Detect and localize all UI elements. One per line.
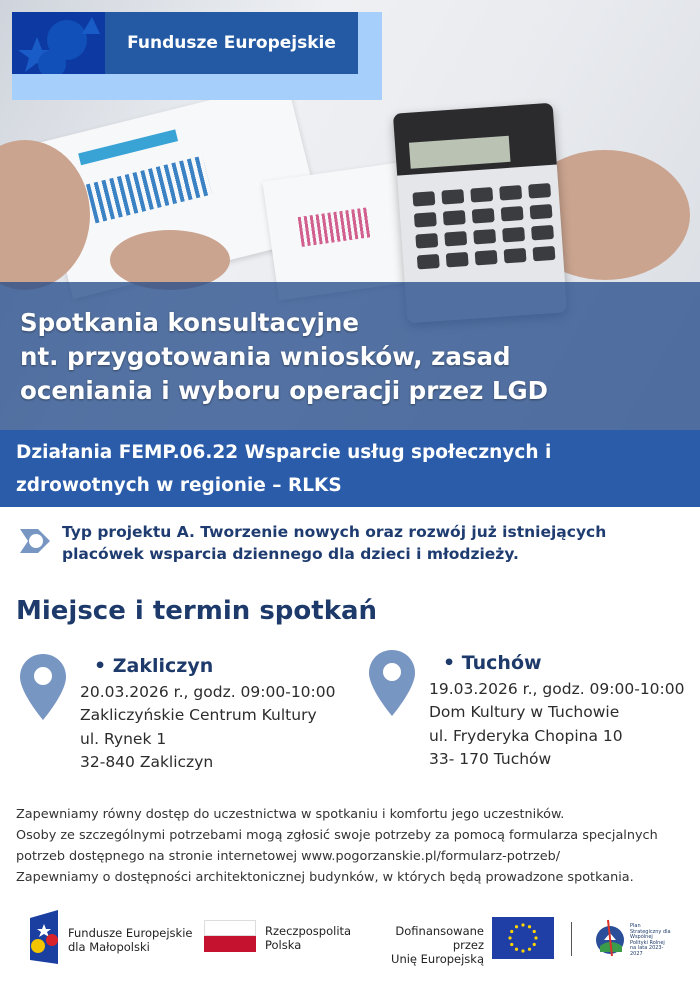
note-line: Osoby ze szczególnymi potrzebami mogą zgłosić swoje potrzeby za pomocą formularza specjalnych	[16, 828, 658, 843]
eu-star	[515, 948, 518, 951]
location-venue: Zakliczyńskie Centrum Kultury	[80, 706, 317, 724]
eu-star	[508, 936, 511, 939]
location-date: 19.03.2026 r., godz. 09:00-10:00	[429, 679, 685, 698]
title-line: Spotkania konsultacyjne	[20, 308, 359, 337]
eu-star	[515, 925, 518, 928]
bullet: •	[94, 655, 113, 677]
eu-star	[528, 925, 531, 928]
poland-flag-white	[204, 920, 256, 936]
psp-logo-text: Plan Strategiczny dla Wspólnej Polityki Rolnej na lata 2023-2027	[630, 923, 671, 957]
subtitle-line: zdrowotnych w regionie – RLKS	[16, 475, 342, 496]
location-venue: Dom Kultury w Tuchowie	[429, 703, 620, 721]
location-street: ul. Rynek 1	[80, 729, 167, 748]
subtitle-band	[0, 430, 700, 507]
title-line: oceniania i wyboru operacji przez LGD	[20, 376, 548, 405]
fe-stars-logo	[12, 12, 105, 74]
note-line: Zapewniamy równy dostęp do uczestnictwa w spotkaniu i komfortu jego uczestników.	[16, 807, 565, 822]
fe-malopolska-text: Fundusze Europejskie dla Małopolski	[68, 926, 193, 954]
arrow-bullet-icon	[16, 525, 52, 557]
fe-header-label: Fundusze Europejskie	[105, 12, 358, 74]
eu-star	[510, 930, 513, 933]
accessibility-note	[16, 804, 658, 888]
location-pin-icon	[18, 652, 68, 722]
eu-star	[534, 936, 537, 939]
fe-malopolska-logo	[30, 910, 60, 964]
note-line: Zapewniamy o dostępności architektonicznej budynków, w których będą prowadzone spotkania.	[16, 870, 634, 885]
project-type	[62, 521, 692, 565]
location-zakliczyn	[80, 655, 336, 775]
subtitle-line: Działania FEMP.06.22 Wsparcie usług społecznych i	[16, 442, 552, 463]
location-date: 20.03.2026 r., godz. 09:00-10:00	[80, 682, 336, 701]
eu-flag-logo	[492, 917, 554, 959]
eu-star	[521, 949, 524, 952]
project-type-line: placówek wsparcia dziennego dla dzieci i młodzieży.	[62, 545, 519, 563]
eu-star	[533, 943, 536, 946]
project-type-line: Typ projektu A. Tworzenie nowych oraz rozwój już istniejących	[62, 523, 607, 541]
footer-logos	[0, 900, 700, 980]
location-postal: 32-840 Zakliczyn	[80, 753, 214, 771]
section-heading: Miejsce i termin spotkań	[16, 596, 378, 626]
eu-text: Dofinansowane przez Unię Europejską	[391, 924, 484, 966]
note-line: potrzeb dostępnego na stronie internetowej www.pogorzanskie.pl/formularz-potrzeb/	[16, 849, 561, 864]
eu-star	[510, 943, 513, 946]
location-tuchow	[429, 652, 685, 772]
title-line: nt. przygotowania wniosków, zasad	[20, 342, 511, 371]
eu-star	[533, 930, 536, 933]
eu-star	[521, 923, 524, 926]
hand	[110, 230, 230, 290]
poland-flag-red	[204, 936, 256, 952]
rp-text: Rzeczpospolita Polska	[265, 924, 352, 952]
location-street: ul. Fryderyka Chopina 10	[429, 726, 623, 745]
location-postal: 33- 170 Tuchów	[429, 750, 552, 768]
psp-wpr-logo	[590, 916, 630, 962]
location-city: Zakliczyn	[112, 655, 214, 677]
divider	[571, 922, 572, 956]
location-city: Tuchów	[461, 652, 542, 674]
bullet: •	[443, 652, 462, 674]
title-band	[0, 282, 700, 430]
eu-star	[528, 948, 531, 951]
location-pin-icon	[367, 648, 417, 718]
